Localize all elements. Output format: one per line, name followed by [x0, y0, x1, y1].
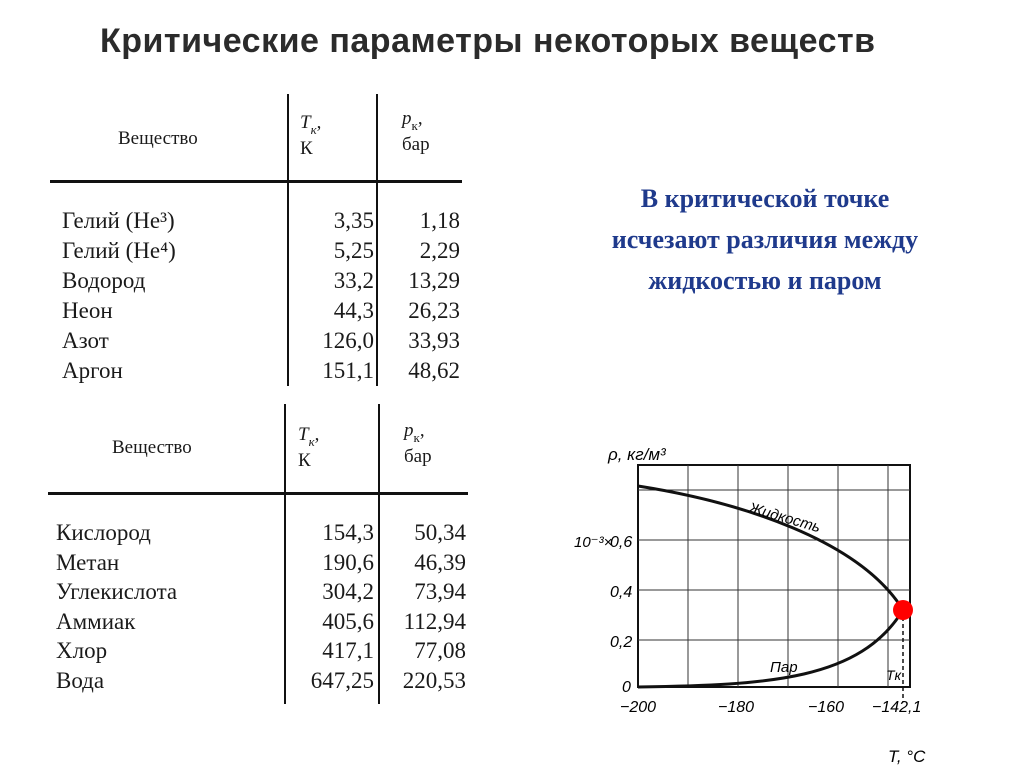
col-header-tk	[300, 112, 321, 160]
column-divider	[287, 94, 289, 386]
substance-name: Метан	[56, 549, 120, 575]
critical-temperature-value: 151,1	[322, 358, 374, 383]
tk-symbol: T	[300, 112, 311, 133]
substance-name: Гелий (He³)	[62, 208, 175, 233]
plot-frame	[638, 465, 910, 687]
critical-temperature-value: 647,25	[310, 667, 374, 693]
y-multiplier: 10⁻³×	[574, 534, 613, 551]
grid	[638, 465, 910, 687]
critical-temperature-value: 405,6	[322, 608, 374, 634]
substance-name: Водород	[62, 268, 146, 293]
col-header-pk: $p_к$, бар	[404, 420, 432, 467]
page-title: Критические параметры некоторых веществ	[100, 22, 876, 60]
column-divider	[376, 94, 378, 386]
pk-subscript: к	[413, 430, 420, 445]
critical-pressure-value: 220,53	[402, 667, 466, 693]
header-rule	[48, 492, 468, 495]
critical-point-marker	[893, 600, 913, 620]
tk-unit: , К	[298, 424, 320, 471]
y-axis-label: ρ, кг/м³	[608, 445, 666, 464]
density-temperature-graph	[570, 440, 950, 770]
x-tick-label: −200	[620, 699, 657, 716]
col-header-pk: $p_к$, бар	[402, 108, 430, 155]
y-tick-label: 0	[622, 679, 631, 696]
critical-pressure-value: 112,94	[403, 608, 466, 634]
critical-pressure-value: 46,39	[414, 549, 466, 575]
critical-pressure-value: 13,29	[408, 268, 460, 293]
critical-pressure-value: 2,29	[419, 238, 460, 263]
substance-name: Вода	[56, 667, 105, 693]
tk-subscript: к	[308, 434, 315, 449]
substance-name: Аммиак	[56, 608, 136, 634]
col-header-tk	[298, 424, 319, 472]
substance-name: Азот	[62, 328, 109, 353]
header-rule	[50, 180, 462, 183]
critical-pressure-value: 73,94	[414, 579, 466, 604]
pk-unit: бар	[402, 134, 430, 155]
tk-subscript: к	[310, 122, 317, 137]
substance-name: Хлор	[56, 638, 108, 663]
critical-temperature-value: 33,2	[333, 268, 374, 293]
vapor-curve-label: Пар	[770, 659, 798, 676]
substance-name: Неон	[62, 298, 113, 323]
critical-temperature-value: 126,0	[322, 328, 374, 353]
critical-pressure-value: 26,23	[408, 298, 460, 323]
x-tick-label: −142,1	[872, 699, 922, 716]
y-tick-label: 0,6	[610, 534, 633, 551]
substance-name: Гелий (He⁴)	[62, 238, 176, 263]
tk-symbol: T	[298, 424, 309, 445]
critical-pressure-value: 1,18	[419, 208, 460, 233]
critical-pressure-value: 77,08	[414, 638, 466, 663]
col-header-substance: Вещество	[118, 128, 198, 149]
substance-name: Аргон	[62, 358, 123, 383]
pk-subscript: к	[411, 118, 418, 133]
critical-pressure-value: 48,62	[408, 358, 460, 383]
col-header-substance: Вещество	[112, 437, 192, 458]
x-tick-label: −180	[718, 699, 755, 716]
critical-temperature-value: 417,1	[322, 638, 374, 663]
substance-name: Кислород	[56, 520, 151, 545]
critical-temperature-value: 44,3	[333, 298, 374, 323]
pk-unit: бар	[404, 446, 432, 467]
critical-temperature-value: 304,2	[322, 579, 374, 604]
critical-point-note: В критической точке исчезают различия между жидкостью и паром	[611, 184, 919, 295]
critical-pressure-value: 33,93	[408, 328, 460, 353]
x-axis-label: T, °C	[888, 747, 926, 766]
x-tick-label: −160	[808, 699, 845, 716]
critical-temperature-value: 190,6	[322, 549, 374, 575]
tk-unit: , К	[300, 112, 322, 159]
column-divider	[378, 404, 380, 704]
y-tick-label: 0,4	[610, 584, 633, 601]
critical-temperature-value: 3,35	[333, 208, 374, 233]
pk-symbol: p	[402, 108, 412, 129]
pk-symbol: p	[404, 420, 414, 441]
liquid-curve-label: Жидкость	[746, 499, 823, 537]
critical-temperature-value: 5,25	[333, 238, 374, 263]
y-tick-label: 0,2	[610, 634, 633, 651]
substance-name: Углекислота	[56, 579, 178, 604]
tk-label: Tк	[886, 667, 902, 683]
column-divider	[284, 404, 286, 704]
critical-pressure-value: 50,34	[414, 520, 466, 545]
critical-temperature-value: 154,3	[322, 520, 374, 545]
